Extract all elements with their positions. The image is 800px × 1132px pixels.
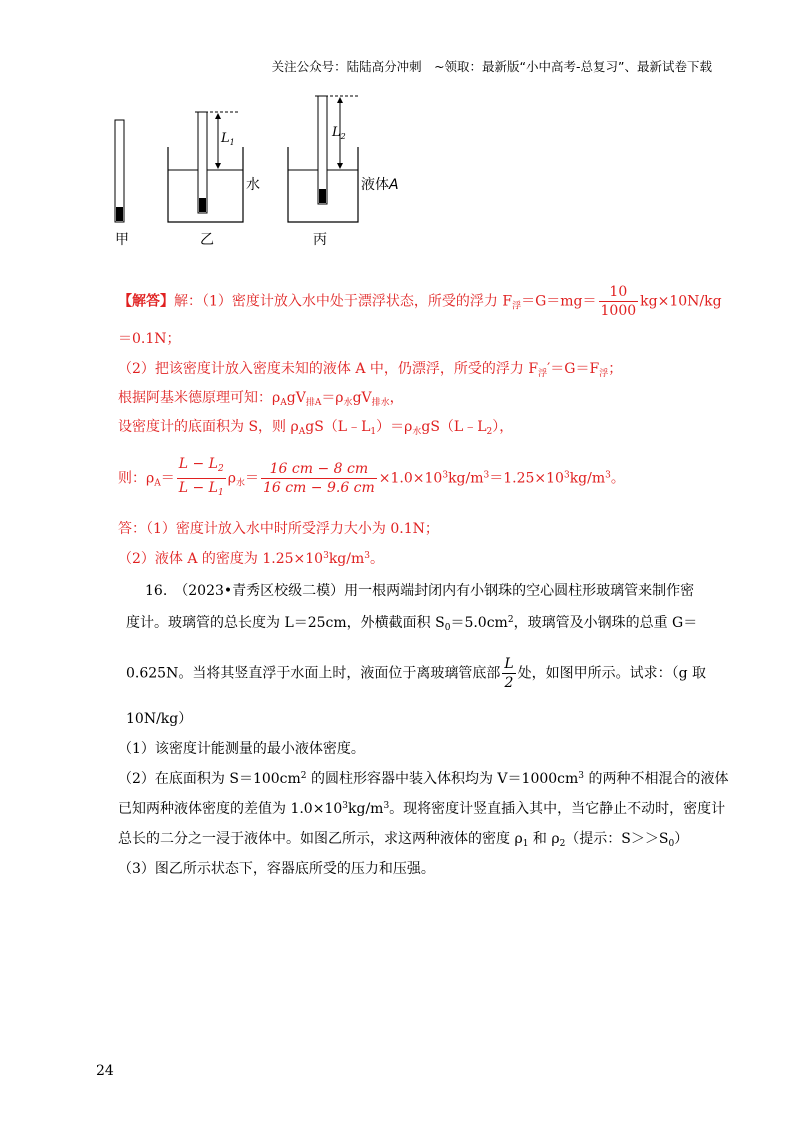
question-line-4: 10N/kg） bbox=[126, 711, 193, 727]
question-part-3: （3）图乙所示状态下，容器底所受的压力和压强。 bbox=[118, 861, 435, 877]
question-part-2-cont-1: 已知两种液体密度的差值为 $1.0\times 10^3kg/m^3$。现将密度计竖直插入其中，当它静止不动时，密度计 bbox=[118, 801, 726, 817]
ball-yi bbox=[199, 198, 206, 212]
question-part-2: （2）在底面积为 $S=100cm^2$ 的圆柱形容器中装入体积均为 $V=1000cm^3$ 的两种不相混合的液体 bbox=[118, 771, 729, 787]
ball-jia bbox=[116, 207, 123, 221]
page-number: 24 bbox=[96, 1063, 114, 1079]
solution-line-5: 设密度计的底面积为 S，则 $\rho_AgS(L﹣L_1)=\rho_水gS(L﹣L_2)$， bbox=[118, 419, 514, 437]
solution-line-4: 根据阿基米德原理可知：$\rho_AgV_{排A}=\rho_水gV_{排水}$， bbox=[118, 390, 404, 408]
solution-line-6: 则：$\rho_A=$ $\frac{L - L_2}{L - L_1}$ $\rho_水=$ $\frac{16 cm - 8 cm}{16 cm - 9.6 cm}$ $\times 1.0\times 10^3kg/m^3=1.25\times 10^3kg/m^3$。 bbox=[118, 456, 625, 498]
question-line-1: 16. （2023•青秀区校级二模）用一根两端封闭内有小钢珠的空心圆柱形玻璃管来制作密 bbox=[145, 583, 695, 599]
tube-jia bbox=[115, 120, 124, 222]
tube-bing bbox=[318, 96, 327, 204]
label-yi: 乙 bbox=[200, 232, 214, 248]
question-part-1: （1）该密度计能测量的最小液体密度。 bbox=[118, 741, 365, 757]
label-jia: 甲 bbox=[115, 232, 129, 248]
answer-line-2: （2）液体 A 的密度为 $1.25\times 10^3kg/m^3$。 bbox=[118, 551, 384, 567]
solution-line-1: 【解答】解：（1）密度计放入水中处于漂浮状态，所受的浮力 $F_浮=G=mg=$ $\frac{10}{1000}$ kg×10N/kg bbox=[118, 284, 722, 319]
solution-line-2: ＝0.1N； bbox=[118, 331, 181, 347]
label-L1: $L_1$ bbox=[221, 131, 235, 147]
label-water: 水 bbox=[246, 177, 260, 193]
answer-line-1: 答：（1）密度计放入水中时所受浮力大小为 0.1N； bbox=[118, 521, 439, 537]
label-L2: $L_2$ bbox=[332, 125, 346, 141]
page-header: 关注公众号：陆陆高分冲刺 ~领取：最新版“小中高考-总复习”、最新试卷下载 bbox=[271, 59, 712, 74]
ball-bing bbox=[319, 189, 326, 203]
tube-yi bbox=[198, 112, 207, 213]
solution-line-3: （2）把该密度计放入密度未知的液体 A 中，仍漂浮，所受的浮力 $F_浮'=G=F_浮$； bbox=[118, 361, 623, 379]
label-bing: 丙 bbox=[313, 232, 327, 248]
density-meter-figure bbox=[100, 92, 420, 252]
question-line-2: 度计。玻璃管的总长度为 L＝25cm，外横截面积 $S_0=5.0cm^2$，玻璃管及小钢珠的总重 G＝ bbox=[126, 615, 698, 633]
label-liquid: 液体A bbox=[361, 177, 399, 193]
question-line-3: 0.625N。当将其竖直浮于水面上时，液面位于离玻璃管底部 $\frac{L}{2}$ 处，如图甲所示。试求：（g 取 bbox=[126, 656, 707, 691]
question-part-2-cont-2: 总长的二分之一浸于液体中。如图乙所示，求这两种液体的密度 $\rho_1$ 和 $\rho_2$（提示：$S>>S_0$） bbox=[118, 831, 689, 849]
